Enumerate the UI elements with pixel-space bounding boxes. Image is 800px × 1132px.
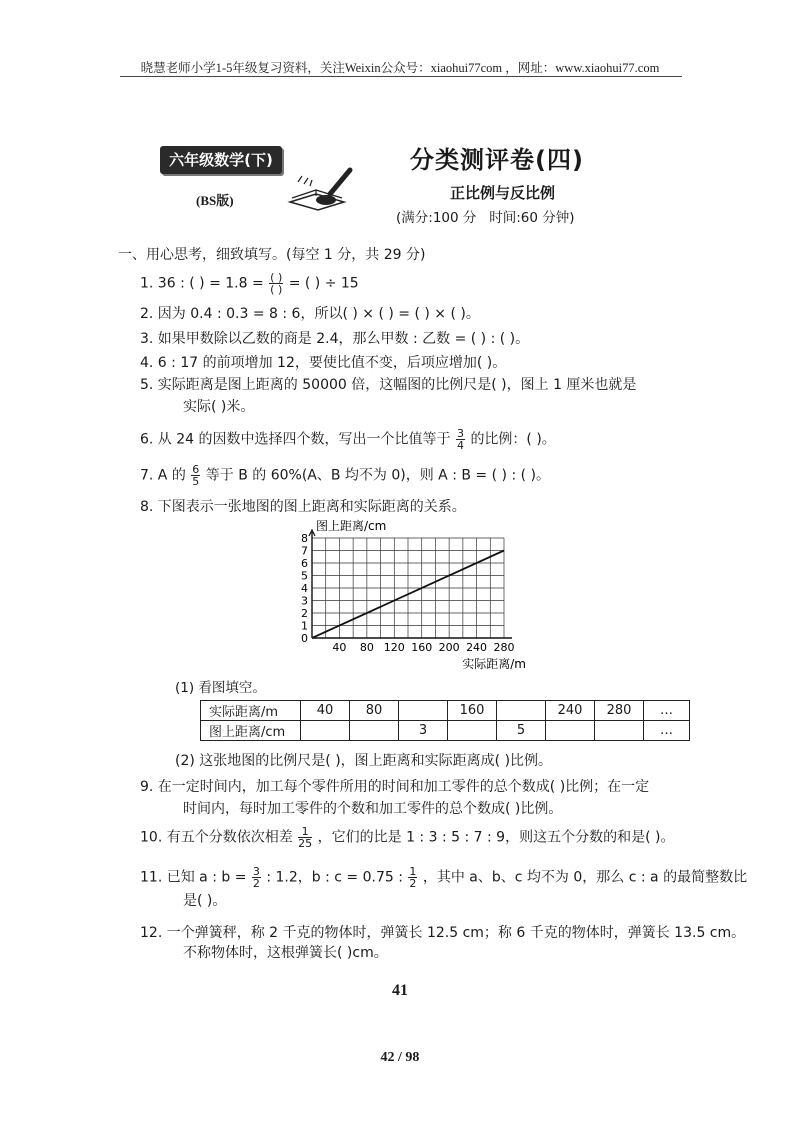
question-5: 5. 实际距离是图上距离的 50000 倍，这幅图的比例尺是( )，图上 1 厘米也就是	[140, 377, 637, 393]
q1-part-a: 1. 36 : ( ) = 1.8 =	[140, 275, 264, 292]
grade-badge: 六年级数学(下)	[160, 146, 282, 174]
question-6: 6. 从 24 的因数中选择四个数，写出一个比值等于 $\frac{3}{4}$ 的比例：( )。	[140, 427, 556, 452]
question-9-cont: 时间内，每时加工零件的个数和加工零件的总个数成( )比例。	[183, 801, 563, 817]
header-divider	[120, 76, 682, 77]
y-axis-label: 图上距离/cm	[316, 519, 387, 533]
question-2: 2. 因为 0.4 : 0.3 = 8 : 6，所以( ) × ( ) = ( ) × ( )。	[140, 306, 480, 322]
row-header: 实际距离/m	[201, 701, 301, 721]
q1-fraction: $\frac{( )}{( )}$	[270, 271, 283, 296]
x-tick-label: 160	[411, 641, 433, 654]
table-cell: 3	[399, 721, 448, 741]
question-12-cont: 不称物体时，这根弹簧长( )cm。	[183, 945, 388, 961]
table-cell	[301, 721, 350, 741]
page-title: 分类测评卷(四)	[410, 146, 584, 174]
question-4: 4. 6 : 17 的前项增加 12，要使比值不变，后项应增加( )。	[140, 355, 507, 371]
y-tick-label: 7	[301, 544, 308, 558]
table-cell	[448, 721, 497, 741]
table-cell	[399, 701, 448, 721]
table-cell: 80	[350, 701, 399, 721]
x-tick-label: 280	[493, 641, 515, 654]
header-text: 晓慧老师小学1-5年级复习资料，关注Weixin公众号：xiaohui77com ，网址：www.xiaohui77.com	[140, 61, 660, 75]
q1-part-b: = ( ) ÷ 15	[288, 275, 359, 292]
table-cell: 40	[301, 701, 350, 721]
table-cell	[595, 721, 644, 741]
pager-indicator: 42 / 98	[380, 1050, 420, 1065]
question-8-part-2: (2) 这张地图的比例尺是( )，图上距离和实际距离成( )比例。	[175, 753, 553, 769]
y-tick-label: 0	[301, 632, 308, 645]
question-8: 8. 下图表示一张地图的图上距离和实际距离的关系。	[140, 499, 466, 515]
y-tick-label: 6	[301, 557, 308, 570]
table-row	[201, 721, 690, 741]
y-tick-label: 4	[301, 582, 308, 595]
table-cell: …	[644, 721, 690, 741]
distance-chart	[290, 518, 530, 674]
table-cell: 160	[448, 701, 497, 721]
table-row	[201, 701, 690, 721]
page-number: 41	[392, 982, 408, 999]
y-tick-label: 2	[301, 607, 308, 620]
table-cell	[546, 721, 595, 741]
y-tick-label: 3	[301, 594, 308, 608]
y-tick-label: 8	[301, 532, 308, 545]
question-11: 11. 已知 a : b = $\frac{3}{2}$ : 1.2，b : c = 0.75 : $\frac{1}{2}$ ，其中 a、b、c 均不为 0，那么 c : a 的最简整数比	[140, 865, 748, 890]
x-tick-label: 120	[383, 641, 405, 654]
question-3: 3. 如果甲数除以乙数的商是 2.4，那么甲数 : 乙数 = ( ) : ( )。	[140, 331, 530, 347]
x-tick-label: 40	[332, 641, 347, 654]
question-1	[140, 272, 359, 295]
question-9: 9. 在一定时间内，加工每个零件所用的时间和加工零件的总个数成( )比例；在一定	[140, 779, 650, 795]
table-cell	[497, 701, 546, 721]
row-header: 图上距离/cm	[201, 721, 301, 741]
table-cell: 280	[595, 701, 644, 721]
x-axis-label: 实际距离/m	[462, 657, 526, 671]
exam-meta: (满分:100 分 时间:60 分钟)	[396, 210, 575, 226]
table-cell: …	[644, 701, 690, 721]
distance-table	[200, 700, 690, 741]
edition-label: (BS版)	[196, 193, 234, 208]
table-cell	[350, 721, 399, 741]
question-11-cont: 是( )。	[183, 893, 227, 909]
y-tick-label: 5	[301, 569, 308, 583]
question-10: 10. 有五个分数依次相差 $\frac{1}{25}$ ，它们的比是 1 : 3 : 5 : 7 : 9，则这五个分数的和是( )。	[140, 825, 675, 850]
question-5-cont: 实际( )米。	[183, 399, 255, 415]
page-subtitle: 正比例与反比例	[450, 184, 556, 202]
x-tick-label: 240	[466, 641, 488, 654]
table-cell: 5	[497, 721, 546, 741]
question-12: 12. 一个弹簧秤，称 2 千克的物体时，弹簧长 12.5 cm；称 6 千克的物体时，弹簧长 13.5 cm。	[140, 925, 746, 941]
x-tick-label: 200	[438, 641, 460, 654]
y-tick-label: 1	[301, 619, 308, 633]
x-tick-label: 80	[359, 641, 374, 654]
q8-fill-label: (1) 看图填空。	[175, 680, 266, 696]
book-pen-icon	[286, 162, 356, 214]
table-cell: 240	[546, 701, 595, 721]
section-heading: 一、用心思考，细致填写。(每空 1 分，共 29 分)	[118, 247, 426, 263]
question-7: 7. A 的 $\frac{6}{5}$ 等于 B 的 60%(A、B 均不为 0)，则 A : B = ( ) : ( )。	[140, 463, 550, 488]
